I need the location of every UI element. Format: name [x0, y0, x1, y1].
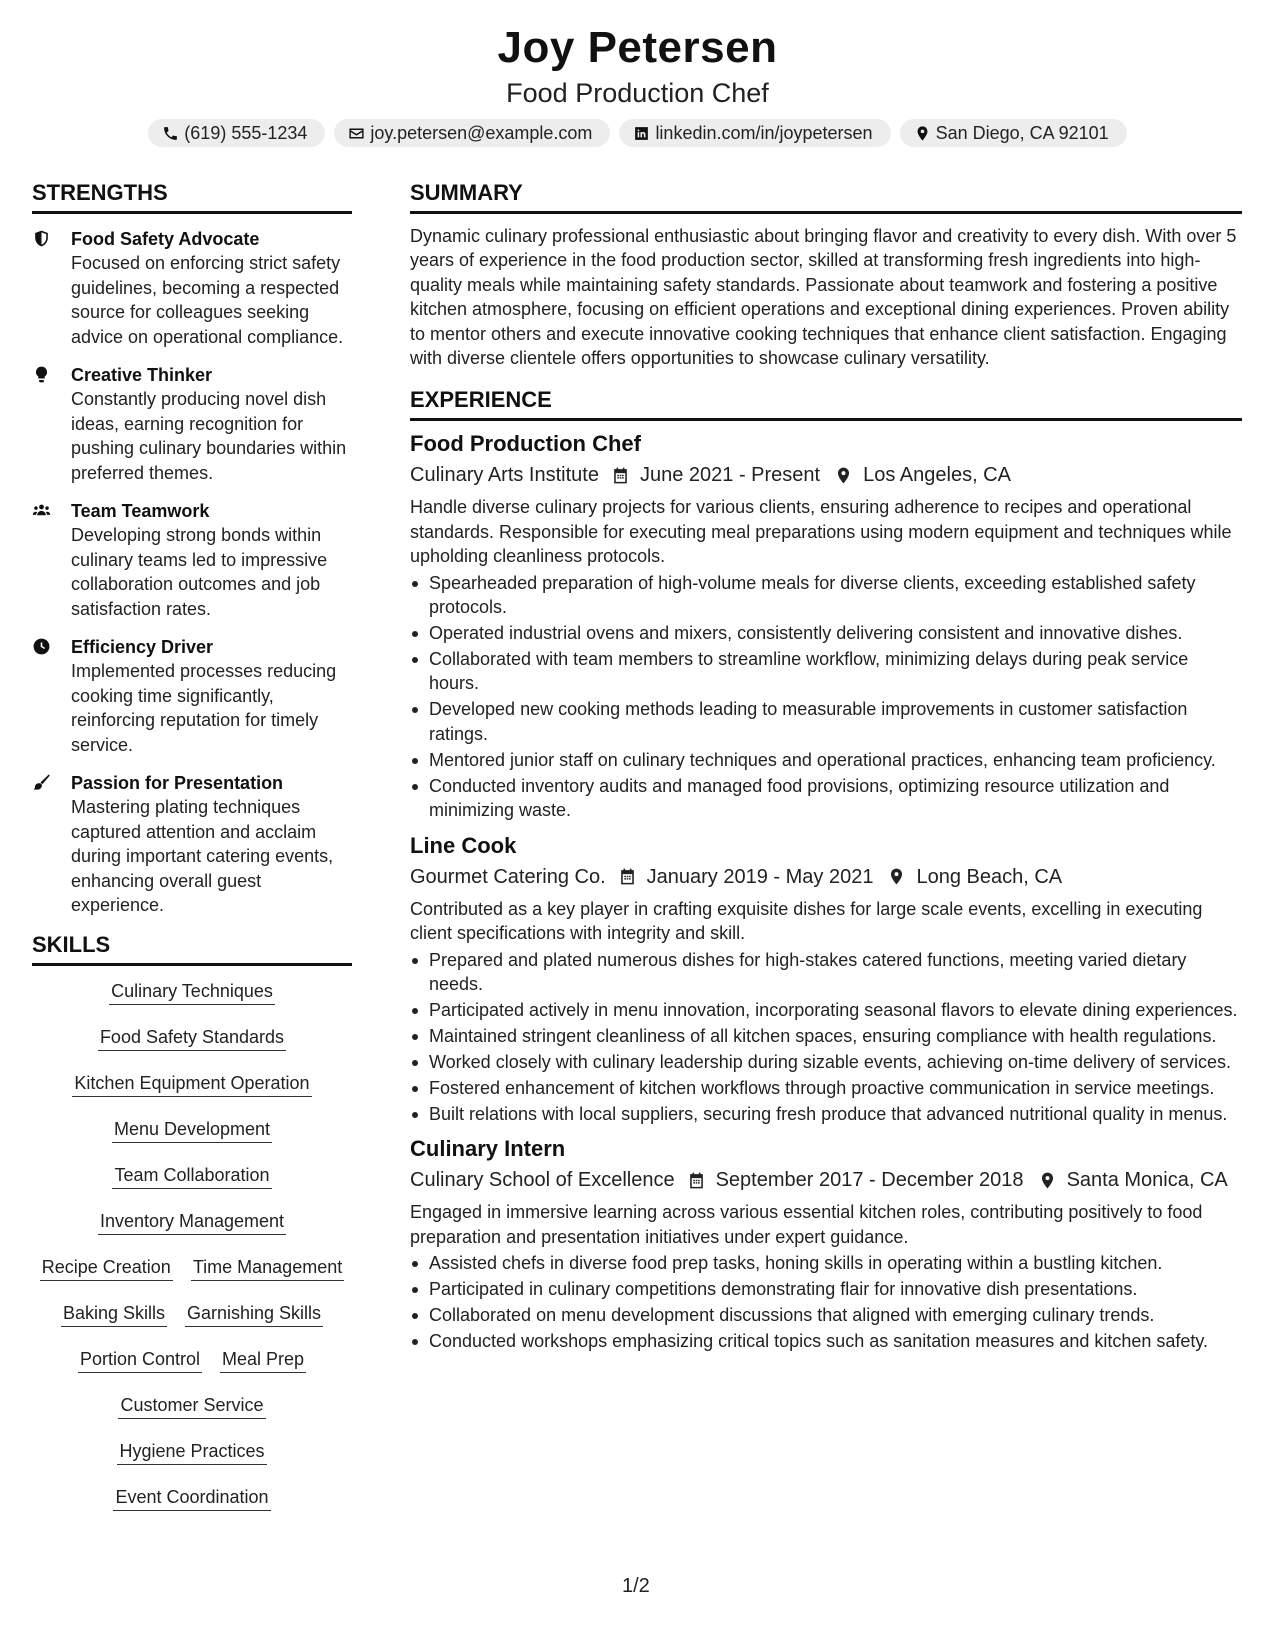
job-bullet: Assisted chefs in diverse food prep tasks, honing skills in operating within a bustling kitchen. [410, 1251, 1242, 1275]
location-pin-icon [1038, 1171, 1057, 1190]
candidate-name: Joy Petersen [497, 23, 778, 72]
skill-tag: Menu Development [112, 1118, 272, 1143]
left-column [32, 180, 352, 1511]
job-description: Engaged in immersive learning across various essential kitchen roles, contributing positively to food preparation and presentation initiatives under expert guidance. [410, 1202, 1203, 1247]
job-meta [410, 460, 1242, 490]
summary-heading: SUMMARY [410, 180, 1242, 214]
contact-phone[interactable] [148, 119, 325, 147]
location-pin-icon [834, 466, 853, 485]
job-bullet: Conducted workshops emphasizing critical topics such as sanitation measures and kitchen safety. [410, 1329, 1242, 1353]
job-bullet: Built relations with local suppliers, securing fresh produce that advanced nutritional quality in menus. [410, 1102, 1242, 1126]
job-bullet: Participated in culinary competitions demonstrating flair for innovative dish presentations. [410, 1277, 1242, 1301]
job-company: Culinary Arts Institute [410, 464, 599, 487]
experience-heading: EXPERIENCE [410, 387, 1242, 421]
phone-icon [162, 125, 179, 142]
job-location: Santa Monica, CA [1066, 1169, 1228, 1192]
job-company: Gourmet Catering Co. [410, 865, 606, 888]
job-bullet: Worked closely with culinary leadership during sizable events, achieving on-time delivery of services. [410, 1050, 1242, 1074]
job-dates: September 2017 - December 2018 [715, 1169, 1024, 1192]
job-bullet: Spearheaded preparation of high-volume meals for diverse clients, exceeding established safety protocols. [410, 571, 1242, 620]
job-bullet: Fostered enhancement of kitchen workflows through proactive communication in service meetings. [410, 1076, 1242, 1100]
contact-email[interactable] [334, 119, 610, 147]
strength-title: Food Safety Advocate [71, 229, 260, 249]
strength-description: Focused on enforcing strict safety guidelines, becoming a respected source for colleagues seeking advice on operational compliance. [71, 253, 344, 347]
contact-phone-text: (619) 555-1234 [184, 122, 308, 143]
users-icon [32, 501, 51, 520]
strength-title: Efficiency Driver [71, 637, 214, 657]
page-number: 1/2 [622, 1575, 650, 1597]
job-bullet: Maintained stringent cleanliness of all kitchen spaces, ensuring compliance with health regulations. [410, 1024, 1242, 1048]
skill-tag: Inventory Management [98, 1210, 286, 1235]
job-bullet: Developed new cooking methods leading to measurable improvements in customer satisfaction ratings. [410, 697, 1242, 746]
skill-tag: Portion Control [78, 1348, 202, 1373]
skill-tag: Event Coordination [113, 1486, 270, 1511]
skills-list [32, 980, 352, 1511]
calendar-icon [687, 1171, 706, 1190]
contact-linkedin-text: linkedin.com/in/joypetersen [655, 122, 873, 143]
location-pin-icon [914, 125, 931, 142]
job-bullet: Prepared and plated numerous dishes for high-stakes catered functions, meeting varied dietary needs. [410, 948, 1242, 997]
strength-description: Mastering plating techniques captured attention and acclaim during important catering events, enhancing overall guest experience. [71, 797, 334, 915]
job-bullet: Operated industrial ovens and mixers, consistently delivering consistent and innovative dishes. [410, 621, 1242, 645]
skill-tag: Food Safety Standards [98, 1026, 286, 1051]
strengths-list [32, 227, 352, 918]
calendar-icon [618, 867, 637, 886]
job-bullet: Collaborated on menu development discussions that aligned with emerging culinary trends. [410, 1303, 1242, 1327]
job-entry [410, 1134, 1242, 1353]
calendar-icon [611, 466, 630, 485]
linkedin-icon [633, 125, 650, 142]
skill-tag: Culinary Techniques [109, 980, 275, 1005]
skill-tag: Baking Skills [61, 1302, 167, 1327]
job-company: Culinary School of Excellence [410, 1169, 675, 1192]
strength-item [32, 227, 352, 349]
job-dates: June 2021 - Present [639, 464, 821, 487]
strength-item [32, 499, 352, 621]
strengths-heading: STRENGTHS [32, 180, 352, 214]
shield-icon [32, 229, 51, 248]
job-bullet: Conducted inventory audits and managed food provisions, optimizing resource utilization and minimizing waste. [410, 774, 1242, 823]
skills-heading: SKILLS [32, 932, 352, 966]
contact-location-text: San Diego, CA 92101 [935, 122, 1109, 143]
strength-description: Constantly producing novel dish ideas, earning recognition for pushing culinary boundaries within preferred themes. [71, 389, 347, 483]
skill-tag: Customer Service [118, 1394, 265, 1419]
strength-title: Team Teamwork [71, 501, 210, 521]
skill-tag: Meal Prep [220, 1348, 306, 1373]
job-location: Los Angeles, CA [863, 464, 1011, 487]
contact-linkedin[interactable] [619, 119, 890, 147]
job-dates: January 2019 - May 2021 [646, 865, 874, 888]
job-bullets [410, 571, 1242, 823]
clock-icon [32, 637, 51, 656]
job-bullet: Collaborated with team members to streamline workflow, minimizing delays during peak service hours. [410, 647, 1242, 696]
contact-bar [0, 119, 1275, 147]
job-description: Handle diverse culinary projects for various clients, ensuring adherence to recipes and operational standards. Responsible for executing meal preparations using modern equipment and techniques while upholding cleanliness protocols. [410, 497, 1232, 567]
job-bullet: Mentored junior staff on culinary techniques and operational practices, enhancing team proficiency. [410, 748, 1242, 772]
strength-item [32, 771, 352, 918]
skill-tag: Recipe Creation [40, 1256, 173, 1281]
candidate-role: Food Production Chef [506, 78, 769, 108]
envelope-icon [348, 125, 365, 142]
lightbulb-icon [32, 365, 51, 384]
job-title: Culinary Intern [410, 1136, 566, 1162]
job-title: Food Production Chef [410, 431, 641, 457]
job-entry [410, 831, 1242, 1127]
skill-tag: Time Management [191, 1256, 344, 1281]
job-meta [410, 1165, 1242, 1195]
strength-description: Developing strong bonds within culinary teams led to impressive collaboration outcomes and job satisfaction rates. [71, 525, 328, 619]
paintbrush-icon [32, 773, 51, 792]
resume-header [0, 22, 1275, 147]
skill-tag: Garnishing Skills [185, 1302, 323, 1327]
skill-tag: Kitchen Equipment Operation [72, 1072, 311, 1097]
strength-title: Creative Thinker [71, 365, 213, 385]
job-location: Long Beach, CA [916, 865, 1063, 888]
job-meta [410, 862, 1242, 892]
location-pin-icon [887, 867, 906, 886]
right-column [410, 180, 1242, 1355]
contact-email-text: joy.petersen@example.com [370, 122, 593, 143]
job-entry [410, 429, 1242, 822]
job-bullet: Participated actively in menu innovation, incorporating seasonal flavors to elevate dining experiences. [410, 998, 1242, 1022]
job-bullets [410, 948, 1242, 1127]
strength-title: Passion for Presentation [71, 773, 284, 793]
strength-description: Implemented processes reducing cooking time significantly, reinforcing reputation for timely service. [71, 661, 337, 755]
job-title: Line Cook [410, 832, 517, 858]
contact-location [900, 119, 1127, 147]
strength-item [32, 635, 352, 757]
job-description: Contributed as a key player in crafting exquisite dishes for large scale events, excelling in executing client specifications with integrity and skill. [410, 898, 1203, 944]
summary-text: Dynamic culinary professional enthusiastic about bringing flavor and creativity to every dish. With over 5 years of experience in the food production sector, skilled at transforming fresh ingredients into high-quality meals while maintaining safety standards. Passionate about teamwork and fostering a positive kitchen atmosphere, focusing on efficient operations and exceptional dining experiences. Proven ability to mentor others and execute innovative cooking techniques that enhance client satisfaction. Engaging with diverse clientele offers opportunities to showcase culinary versatility. [410, 226, 1237, 369]
job-bullets [410, 1251, 1242, 1353]
skill-tag: Hygiene Practices [117, 1440, 266, 1465]
skill-tag: Team Collaboration [112, 1164, 271, 1189]
strength-item [32, 363, 352, 485]
